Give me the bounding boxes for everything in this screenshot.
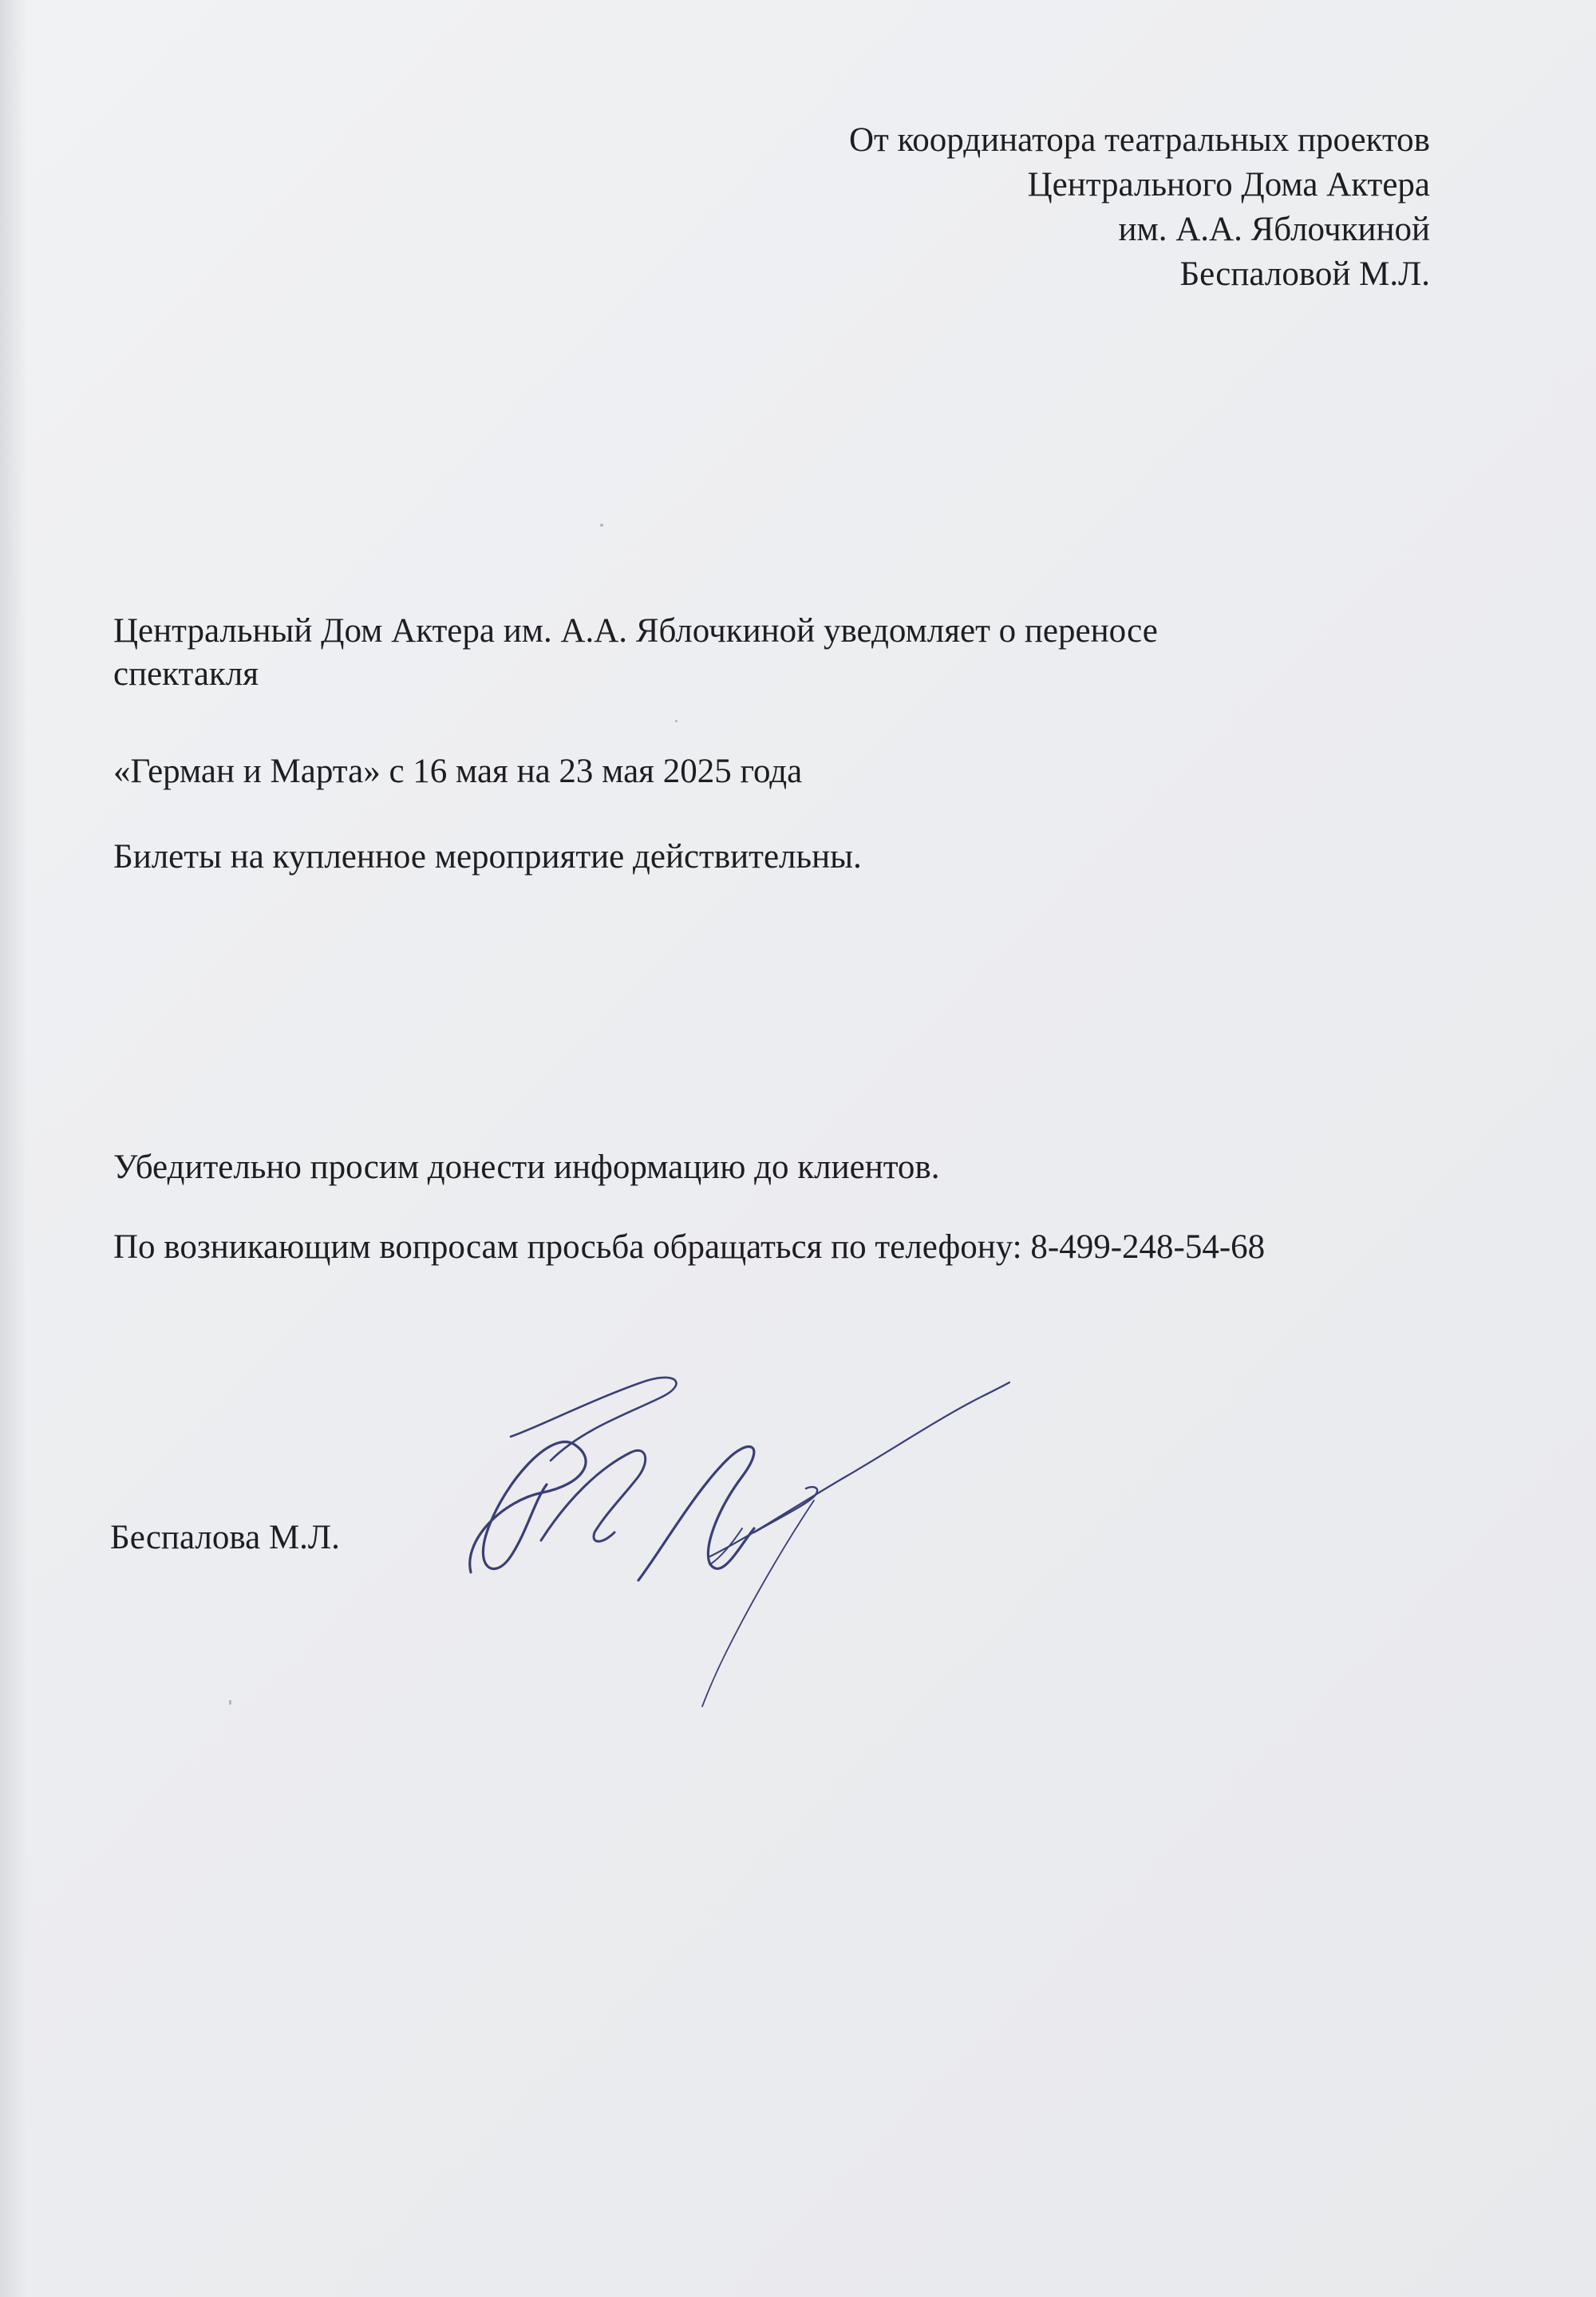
- sender-block: [849, 118, 1430, 297]
- tickets-valid-note: Билеты на купленное мероприятие действительны.: [113, 838, 862, 876]
- paper-speck: [675, 720, 678, 722]
- signer-name: Беспалова М.Л.: [110, 1519, 340, 1556]
- paper-speck: [229, 1700, 231, 1705]
- request-note: Убедительно просим донести информацию до клиентов.: [113, 1148, 940, 1186]
- sender-line-2: Центрального Дома Актера: [1027, 166, 1430, 204]
- sender-line-1: От координатора театральных проектов: [848, 121, 1430, 159]
- notice-paragraph: [113, 610, 1158, 696]
- contact-phone-note: По возникающим вопросам просьба обращаться по телефону: 8-499-248-54-68: [113, 1228, 1266, 1266]
- paper-speck: [600, 524, 603, 527]
- notice-line-2: спектакля: [113, 655, 259, 693]
- notice-line-1: Центральный Дом Актера им. А.А. Яблочкиной уведомляет о переносе: [113, 612, 1158, 650]
- performance-dates: «Герман и Марта» с 16 мая на 23 мая 2025 года: [113, 753, 803, 790]
- handwritten-signature: [447, 1341, 1133, 1724]
- sender-line-3: им. А.А. Яблочкиной: [1118, 211, 1430, 248]
- sender-line-4: Беспаловой М.Л.: [1179, 255, 1430, 293]
